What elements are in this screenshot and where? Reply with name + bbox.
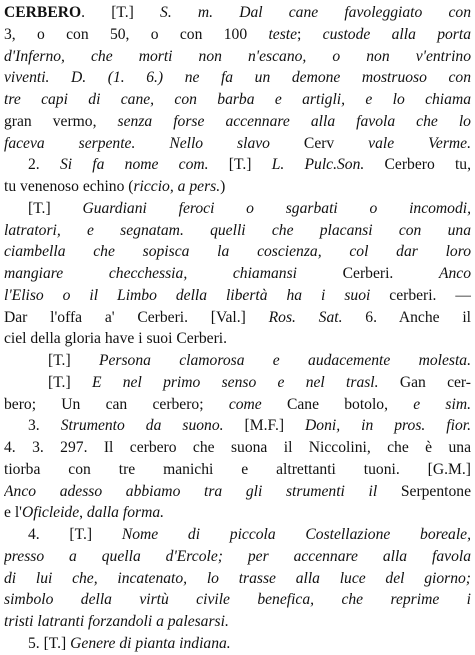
text-run: Cerv	[303, 134, 335, 152]
text-run: l'Eliso o il Limbo della libertà ha i suoi	[4, 286, 390, 304]
entry-line	[4, 263, 471, 285]
text-run: ciel della gloria have i suoi Cerberi.	[4, 330, 227, 348]
entry-line	[4, 502, 471, 524]
text-run: custode alla porta	[322, 25, 471, 43]
text-run: . [T.]	[81, 4, 161, 21]
text-run: latratori, e segnatam. quelli che placansi con una	[4, 221, 471, 239]
text-run: CERBERO	[4, 4, 82, 21]
entry-line	[4, 89, 471, 111]
text-run: [T.]	[48, 352, 99, 369]
text-run: teste	[268, 25, 298, 43]
entry-line	[4, 524, 471, 546]
entry-line	[4, 285, 471, 307]
dictionary-entry-cerbero	[4, 2, 471, 655]
text-run: Verme.	[428, 134, 471, 152]
entry-line	[4, 568, 471, 590]
text-run: ;	[297, 25, 323, 43]
entry-line	[4, 372, 471, 394]
text-run: E nel primo senso e nel trasl.	[91, 373, 379, 391]
entry-line	[4, 220, 471, 242]
entry-line	[4, 633, 471, 655]
text-run: tu venenoso echino (	[4, 178, 134, 195]
entry-line	[4, 241, 471, 263]
text-run: viventi. D. (1. 6.) ne fa un demone mostruoso con	[4, 69, 471, 87]
text-run: Oficleide	[21, 504, 80, 522]
text-run: [T.]	[48, 373, 92, 391]
entry-line	[4, 67, 471, 89]
text-run: 5. [T.]	[28, 634, 71, 652]
text-run: Serpentone	[400, 482, 471, 500]
text-run: [T.]	[208, 156, 272, 174]
entry-line	[4, 328, 471, 350]
text-run: Doni, in pros. fior.	[305, 417, 471, 435]
text-run: bero; Un can cerbero;	[4, 395, 229, 413]
text-run: Cerberi.	[342, 265, 439, 282]
text-run: Strumento da suono.	[60, 417, 224, 435]
text-run: 3.	[28, 417, 61, 435]
text-run: simbolo della virtù civile benefica, che reprime i	[4, 591, 471, 609]
text-run: S. m. Dal cane favoleggiato con	[160, 4, 471, 21]
text-run: d'Inferno, che morti non n'escano, o non v'entrino	[4, 47, 471, 65]
entry-line	[4, 459, 471, 481]
entry-line	[4, 350, 471, 372]
text-run: Gan cer-	[378, 373, 471, 391]
entry-line	[4, 394, 471, 416]
text-run: faceva serpente. Nello slavo	[4, 134, 304, 152]
text-run: gran vermo,	[4, 112, 118, 130]
text-run: di lui che, incatenato, lo trasse alla luce del giorno;	[4, 569, 471, 587]
text-run: Si fa nome com.	[59, 156, 209, 174]
entry-line	[4, 154, 471, 176]
text-run: dalla forma.	[86, 504, 165, 522]
entry-line	[4, 176, 471, 198]
text-run: Dar l'offa a' Cerberi. [Val.]	[4, 308, 269, 326]
entry-line	[4, 589, 471, 611]
text-run: [T.]	[28, 199, 83, 217]
text-run: 2.	[28, 156, 60, 174]
text-run: tre capi di cane, con barba e artigli, e lo chiama	[4, 91, 471, 108]
text-run: Cane botolo,	[261, 395, 414, 413]
text-run: Cerbero tu,	[364, 156, 471, 174]
text-run: tristi latranti forzandoli a palesarsi.	[4, 613, 229, 630]
text-run: senza forse accennare alla favola che lo	[117, 112, 471, 130]
text-run: 3, o con 50, o con 100	[4, 25, 269, 43]
text-run: [M.F.]	[223, 417, 306, 435]
entry-line	[4, 611, 471, 633]
text-run: vale	[334, 134, 429, 152]
text-run: 4. [T.]	[28, 526, 122, 543]
text-run: tiorba con tre manichi e altrettanti tuoni. [G.M.]	[4, 460, 471, 478]
text-run: Anco adesso abbiamo tra gli strumenti il	[4, 482, 401, 500]
entry-line	[4, 133, 471, 155]
text-run: e sim.	[413, 395, 471, 413]
text-run: L. Pulc.Son.	[271, 156, 365, 174]
text-run: cerberi. —	[389, 286, 471, 304]
text-run: Ros. Sat.	[268, 308, 343, 326]
entry-line	[4, 24, 471, 46]
entry-line	[4, 307, 471, 329]
entry-line	[4, 46, 471, 68]
entry-line	[4, 437, 471, 459]
text-run: Guardiani feroci o sgarbati o incomodi,	[82, 199, 471, 217]
text-run: 4. 3. 297. Il cerbero che suona il Niccolini, che è una	[4, 439, 471, 456]
entry-line	[4, 546, 471, 568]
text-run: )	[220, 178, 226, 195]
text-run: e l'	[4, 504, 22, 522]
text-run: come	[228, 395, 262, 413]
text-run: 6. Anche il	[342, 308, 471, 326]
text-run: Anco	[438, 265, 471, 282]
text-run: mangiare checchessia, chiamansi	[4, 265, 343, 282]
entry-line	[4, 111, 471, 133]
entry-line	[4, 2, 471, 24]
text-run: presso a quella d'Ercole; per accennare alla favola	[4, 547, 471, 565]
text-run: ciambella che sopisca la coscienza, col dar loro	[4, 243, 471, 261]
text-run: Nome di piccola Costellazione boreale,	[121, 526, 471, 543]
text-run: Persona clamorosa e audacemente molesta.	[98, 352, 471, 369]
text-run: Genere di pianta indiana.	[70, 634, 231, 652]
entry-line	[4, 198, 471, 220]
text-run: riccio, a pers.	[133, 178, 221, 195]
entry-line	[4, 415, 471, 437]
entry-line	[4, 481, 471, 503]
text-run: ,	[79, 504, 87, 522]
